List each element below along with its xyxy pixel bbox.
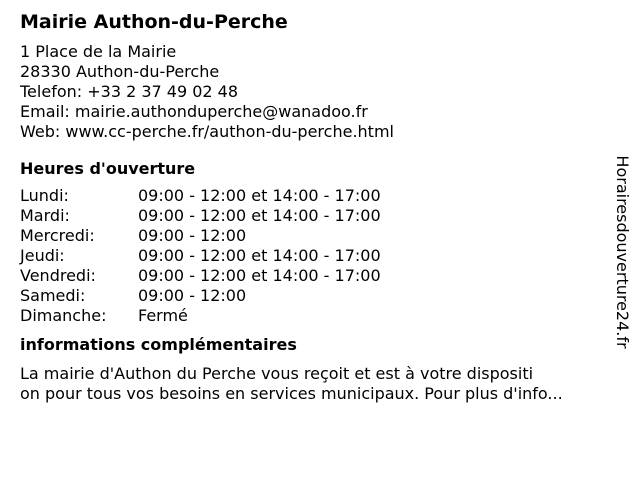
page-title: Mairie Authon-du-Perche — [20, 11, 288, 33]
address-block — [20, 42, 615, 142]
day-label: Vendredi: — [20, 266, 96, 285]
hours-row-wednesday — [20, 226, 615, 246]
site-watermark: Horairesdouverture24.fr — [613, 155, 632, 349]
day-hours: Fermé — [138, 306, 188, 325]
info-heading: informations complémentaires — [20, 335, 297, 354]
phone-line: Telefon: +33 2 37 49 02 48 — [20, 82, 239, 101]
info-text-line-1: La mairie d'Authon du Perche vous reçoit et est à votre dispositi — [20, 364, 534, 383]
web-line: Web: www.cc-perche.fr/authon-du-perche.html — [20, 122, 394, 141]
day-hours: 09:00 - 12:00 — [138, 286, 247, 305]
day-hours: 09:00 - 12:00 et 14:00 - 17:00 — [138, 266, 381, 285]
hours-row-friday — [20, 266, 615, 286]
day-hours: 09:00 - 12:00 et 14:00 - 17:00 — [138, 186, 381, 205]
email-line: Email: mairie.authonduperche@wanadoo.fr — [20, 102, 368, 121]
hours-row-monday — [20, 186, 615, 206]
hours-table — [20, 186, 615, 326]
address-street: 1 Place de la Mairie — [20, 42, 177, 61]
mairie-card — [20, 10, 615, 404]
address-city: 28330 Authon-du-Perche — [20, 62, 220, 81]
day-hours: 09:00 - 12:00 et 14:00 - 17:00 — [138, 206, 381, 225]
day-label: Dimanche: — [20, 306, 107, 325]
day-label: Mercredi: — [20, 226, 95, 245]
day-hours: 09:00 - 12:00 — [138, 226, 247, 245]
day-label: Jeudi: — [20, 246, 65, 265]
hours-row-sunday — [20, 306, 615, 326]
hours-row-tuesday — [20, 206, 615, 226]
day-label: Samedi: — [20, 286, 86, 305]
hours-row-thursday — [20, 246, 615, 266]
day-hours: 09:00 - 12:00 et 14:00 - 17:00 — [138, 246, 381, 265]
hours-row-saturday — [20, 286, 615, 306]
hours-heading: Heures d'ouverture — [20, 159, 196, 178]
info-text-line-2: on pour tous vos besoins en services municipaux. Pour plus d'info... — [20, 384, 563, 403]
day-label: Mardi: — [20, 206, 70, 225]
day-label: Lundi: — [20, 186, 69, 205]
